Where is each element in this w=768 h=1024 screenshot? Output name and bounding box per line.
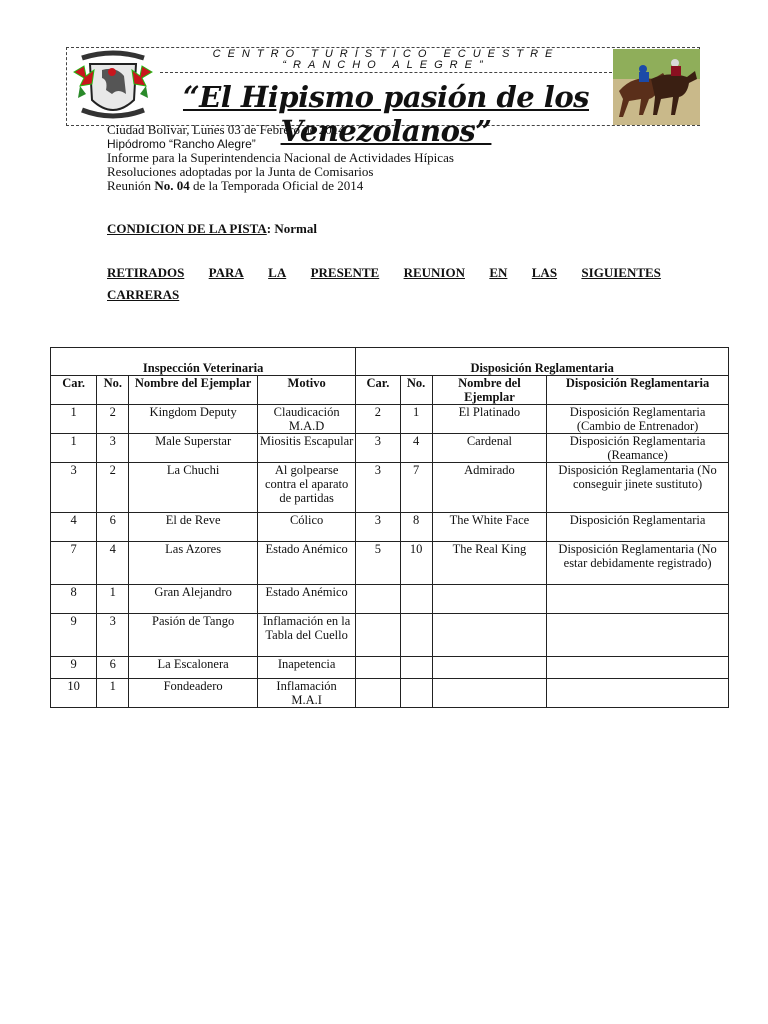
cell-left-race: 10 — [51, 679, 97, 708]
cell-right-horse-name: The Real King — [432, 542, 547, 585]
cell-right-horse-name — [432, 657, 547, 679]
withdrawals-heading-word: RETIRADOS — [107, 265, 185, 280]
cell-right-number — [400, 657, 432, 679]
cell-right-horse-name: Cardenal — [432, 434, 547, 463]
cell-left-horse-name: Las Azores — [129, 542, 258, 585]
cell-left-reason: Claudicación M.A.D — [257, 405, 355, 434]
cell-right-number: 1 — [400, 405, 432, 434]
header-motto: “El Hipismo pasión de los Venezolanos” — [182, 80, 589, 148]
withdrawals-heading-word: REUNION — [403, 265, 465, 280]
header-right-race: Car. — [356, 376, 400, 405]
cell-left-race: 1 — [51, 434, 97, 463]
cell-right-horse-name — [432, 614, 547, 657]
cell-right-race: 3 — [356, 463, 400, 513]
cell-left-reason: Inapetencia — [257, 657, 355, 679]
withdrawals-heading-word: EN — [489, 265, 508, 280]
cell-right-number — [400, 585, 432, 614]
cell-right-number: 7 — [400, 463, 432, 513]
cell-left-race: 3 — [51, 463, 97, 513]
cell-left-race: 8 — [51, 585, 97, 614]
cell-left-number: 2 — [97, 405, 129, 434]
withdrawals-heading-word: LA — [268, 265, 287, 280]
withdrawals-heading-word: LAS — [531, 265, 558, 280]
cell-right-race: 5 — [356, 542, 400, 585]
cell-left-reason: Estado Anémico — [257, 585, 355, 614]
club-crest-logo — [72, 50, 154, 124]
cell-right-number: 4 — [400, 434, 432, 463]
header-title-line1: CENTRO TURÍSTICO ECUESTRE — [212, 48, 560, 60]
cell-right-race: 3 — [356, 434, 400, 463]
cell-left-number: 3 — [97, 614, 129, 657]
cell-right-disposition: Disposición Reglamentaria (Cambio de Entrenador) — [547, 405, 729, 434]
racing-horses-photo — [613, 49, 700, 125]
track-condition-label: CONDICION DE LA PISTA — [107, 221, 267, 236]
cell-left-horse-name: El de Reve — [129, 513, 258, 542]
table-row — [51, 585, 729, 614]
cell-left-reason: Cólico — [257, 513, 355, 542]
track-condition — [107, 221, 317, 237]
table-row — [51, 657, 729, 679]
cell-left-number: 1 — [97, 585, 129, 614]
cell-right-horse-name: El Platinado — [432, 405, 547, 434]
cell-right-disposition: Disposición Reglamentaria — [547, 513, 729, 542]
header-left-reason: Motivo — [257, 376, 355, 405]
cell-left-race: 4 — [51, 513, 97, 542]
cell-right-race — [356, 585, 400, 614]
cell-left-reason: Estado Anémico — [257, 542, 355, 585]
cell-left-race: 1 — [51, 405, 97, 434]
cell-left-reason: Al golpearse contra el aparato de partidas — [257, 463, 355, 513]
header-right-horse-name: Nombre del Ejemplar — [432, 376, 547, 405]
table-row — [51, 463, 729, 513]
cell-left-horse-name: Gran Alejandro — [129, 585, 258, 614]
meeting-number: No. 04 — [154, 178, 190, 193]
cell-right-disposition — [547, 585, 729, 614]
table-row — [51, 405, 729, 434]
withdrawals-heading-word: PARA — [208, 265, 244, 280]
intro-meeting-line — [107, 179, 363, 193]
section-veterinary-inspection: Inspección Veterinaria — [51, 348, 356, 376]
cell-left-reason: Inflamación M.A.I — [257, 679, 355, 708]
cell-right-horse-name — [432, 679, 547, 708]
cell-right-disposition: Disposición Reglamentaria (Reamance) — [547, 434, 729, 463]
cell-right-number — [400, 614, 432, 657]
intro-resolutions-line: Resoluciones adoptadas por la Junta de Comisarios — [107, 164, 374, 179]
table-row — [51, 679, 729, 708]
withdrawals-table — [50, 347, 729, 708]
cell-left-horse-name: Fondeadero — [129, 679, 258, 708]
cell-left-horse-name: La Escalonera — [129, 657, 258, 679]
track-condition-value: : Normal — [266, 221, 317, 236]
withdrawals-heading-word: SIGUIENTES — [581, 265, 661, 280]
header-divider — [160, 72, 612, 73]
header-right-disposition: Disposición Reglamentaria — [547, 376, 729, 405]
cell-left-number: 1 — [97, 679, 129, 708]
table-row — [51, 513, 729, 542]
cell-right-race — [356, 657, 400, 679]
meeting-suffix: de la Temporada Oficial de 2014 — [189, 178, 364, 193]
cell-left-reason: Miositis Escapular — [257, 434, 355, 463]
table-row — [51, 434, 729, 463]
cell-right-race: 2 — [356, 405, 400, 434]
withdrawals-heading — [107, 262, 661, 306]
cell-right-horse-name: The White Face — [432, 513, 547, 542]
cell-left-race: 7 — [51, 542, 97, 585]
intro-hippodrome-line: Hipódromo “Rancho Alegre” — [107, 137, 256, 151]
cell-right-race — [356, 679, 400, 708]
cell-left-horse-name: Male Superstar — [129, 434, 258, 463]
cell-left-horse-name: Kingdom Deputy — [129, 405, 258, 434]
intro-report-line: Informe para la Superintendencia Nacional de Actividades Hípicas — [107, 150, 454, 165]
cell-left-number: 6 — [97, 657, 129, 679]
header-title-line2: “RANCHO ALEGRE” — [282, 59, 490, 71]
withdrawals-heading-line2: CARRERAS — [107, 287, 180, 302]
cell-left-race: 9 — [51, 614, 97, 657]
cell-left-number: 6 — [97, 513, 129, 542]
header-left-race: Car. — [51, 376, 97, 405]
cell-right-disposition: Disposición Reglamentaria (No estar debidamente registrado) — [547, 542, 729, 585]
cell-left-horse-name: Pasión de Tango — [129, 614, 258, 657]
cell-left-number: 2 — [97, 463, 129, 513]
cell-left-reason: Inflamación en la Tabla del Cuello — [257, 614, 355, 657]
intro-date-line: Ciudad Bolívar, Lunes 03 de Febrero de 2014 — [107, 122, 345, 137]
cell-right-disposition — [547, 679, 729, 708]
cell-right-number: 8 — [400, 513, 432, 542]
cell-left-race: 9 — [51, 657, 97, 679]
cell-right-horse-name: Admirado — [432, 463, 547, 513]
cell-left-horse-name: La Chuchi — [129, 463, 258, 513]
header-left-number: No. — [97, 376, 129, 405]
cell-right-disposition — [547, 614, 729, 657]
cell-left-number: 4 — [97, 542, 129, 585]
table-row — [51, 614, 729, 657]
cell-right-number — [400, 679, 432, 708]
table-row — [51, 542, 729, 585]
section-regulatory-disposition: Disposición Reglamentaria — [356, 348, 729, 376]
withdrawals-heading-line1 — [107, 262, 661, 284]
cell-left-number: 3 — [97, 434, 129, 463]
cell-right-disposition — [547, 657, 729, 679]
cell-right-number: 10 — [400, 542, 432, 585]
withdrawals-heading-word: PRESENTE — [310, 265, 380, 280]
meeting-prefix: Reunión — [107, 178, 155, 193]
cell-right-disposition: Disposición Reglamentaria (No conseguir jinete sustituto) — [547, 463, 729, 513]
header-right-number: No. — [400, 376, 432, 405]
cell-right-horse-name — [432, 585, 547, 614]
cell-right-race: 3 — [356, 513, 400, 542]
header-left-horse-name: Nombre del Ejemplar — [129, 376, 258, 405]
cell-right-race — [356, 614, 400, 657]
